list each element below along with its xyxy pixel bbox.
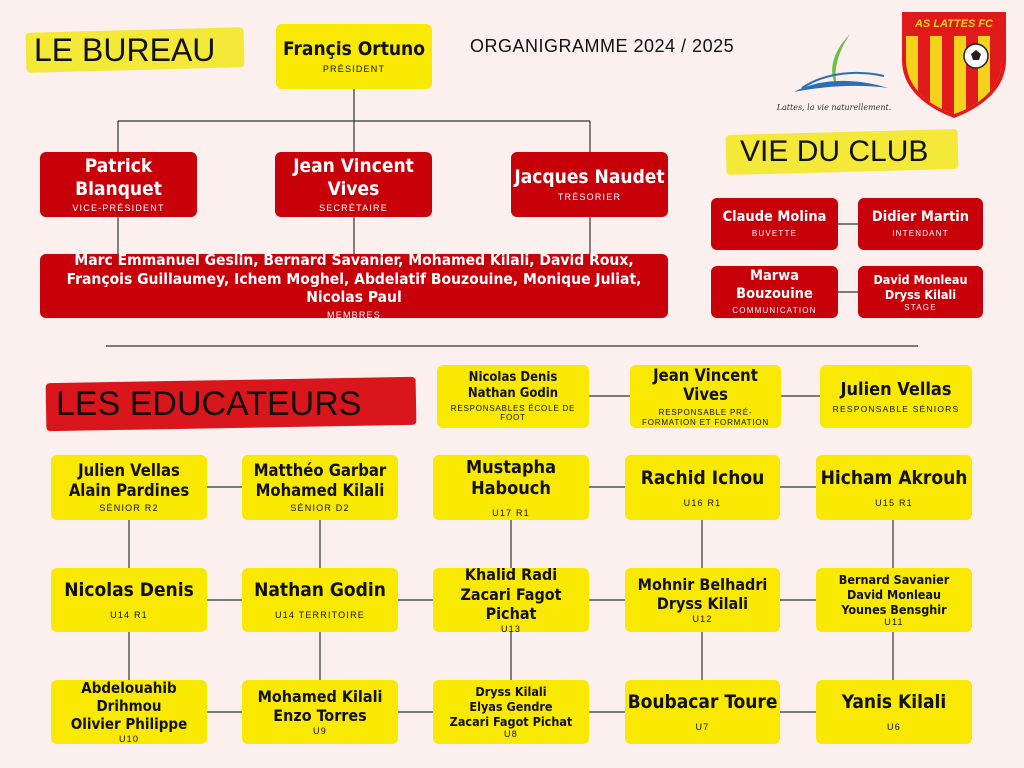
tresorier-box (511, 152, 668, 217)
team-u9-box (242, 680, 398, 744)
team-u16-box (625, 455, 780, 520)
team-u15-label: U15 R1 (875, 497, 913, 508)
team-u10-label: U10 (118, 734, 140, 744)
team-senior-d2-label: SÉNIOR D2 (290, 503, 350, 514)
team-u11-names: Bernard Savanier David Monleau Younes Bensghir (838, 572, 950, 618)
page-title: ORGANIGRAMME 2024 / 2025 (470, 36, 735, 56)
bureau-heading: LE BUREAU (34, 32, 216, 68)
team-u12-box (625, 568, 780, 632)
team-u15-box (816, 455, 972, 520)
responsables-ecole-role: RESPONSABLES ÉCOLE DE FOOT (450, 403, 576, 423)
lattes-tagline: Lattes, la vie naturellement. (776, 103, 892, 112)
lattes-swoosh-icon (772, 30, 896, 96)
vice-president-name: Patrick Blanquet (75, 154, 162, 200)
team-u8-label: U8 (504, 729, 518, 740)
team-u17-name: Mustapha Habouch (465, 456, 556, 500)
team-senior-r2-label: SÉNIOR R2 (99, 503, 159, 514)
responsable-seniors-role: RESPONSABLE SÉNIORS (832, 404, 960, 415)
team-u14-r1-label: U14 R1 (110, 610, 148, 620)
team-senior-r2-names: Julien Vellas Alain Pardines (68, 460, 190, 500)
team-u6-label: U6 (887, 722, 901, 732)
intendant-role: INTENDANT (892, 229, 949, 239)
responsable-formation-name: Jean Vincent Vives (653, 365, 758, 405)
vie-du-club-heading: VIE DU CLUB (740, 135, 929, 168)
team-u8-box (433, 680, 589, 744)
team-u17-box (433, 455, 589, 520)
team-u11-box (816, 568, 972, 632)
team-u8-names: Dryss Kilali Elyas Gendre Zacari Fagot Pichat (449, 684, 573, 730)
intendant-name: Didier Martin (871, 209, 970, 225)
team-u12-names: Mohnir Belhadri Dryss Kilali (637, 574, 768, 614)
vice-president-role: VICE-PRÉSIDENT (72, 203, 165, 214)
team-u14-r1-box (51, 568, 207, 632)
vice-president-box (40, 152, 197, 217)
responsable-formation-role: RESPONSABLE PRÉ-FORMATION ET FORMATION (642, 408, 769, 427)
team-u14-territoire-label: U14 TERRITOIRE (275, 610, 365, 620)
club-crest-logo (898, 8, 1010, 118)
president-role: PRÉSIDENT (322, 64, 386, 74)
team-u10-box (51, 680, 207, 744)
team-u7-label: U7 (695, 722, 710, 732)
club-crest-text: AS LATTES FC (914, 18, 993, 30)
team-u6-name: Yanis Kilali (841, 691, 947, 714)
responsables-ecole-names: Nicolas Denis Nathan Godin (467, 370, 559, 401)
membres-box (40, 254, 668, 318)
communication-role: COMMUNICATION (732, 306, 817, 316)
team-u7-box (625, 680, 780, 744)
secretaire-name: Jean Vincent Vives (293, 154, 414, 200)
team-u14-r1-name: Nicolas Denis (64, 579, 194, 602)
president-name: Françis Ortuno (283, 38, 425, 61)
team-u13-names: Khalid Radi Zacari Fagot Pichat (460, 568, 562, 623)
team-u17-label: U17 R1 (492, 507, 530, 518)
team-senior-r2-box (51, 455, 207, 520)
team-u14-territoire-name: Nathan Godin (254, 579, 386, 602)
president-box (276, 24, 432, 89)
team-u14-territoire-box (242, 568, 398, 632)
secretaire-box (275, 152, 432, 217)
educateurs-heading: LES EDUCATEURS (56, 385, 362, 423)
responsable-seniors-box (820, 365, 972, 428)
stage-role: STAGE (904, 302, 937, 312)
tresorier-name: Jacques Naudet (514, 166, 665, 189)
buvette-box (711, 198, 838, 250)
secretaire-role: SECRÉTAIRE (319, 203, 388, 214)
team-u7-name: Boubacar Toure (627, 691, 778, 714)
lattes-city-logo (772, 30, 896, 112)
team-u9-label: U9 (313, 726, 327, 737)
tresorier-role: TRÉSORIER (557, 192, 622, 202)
team-u12-label: U12 (692, 614, 713, 625)
membres-role: MEMBRES (327, 310, 381, 318)
buvette-role: BUVETTE (751, 229, 798, 239)
team-u13-box (433, 568, 589, 632)
team-u15-name: Hicham Akrouh (820, 466, 968, 489)
stage-names: David Monleau Dryss Kilali (873, 271, 968, 302)
team-senior-d2-box (242, 455, 398, 520)
intendant-box (858, 198, 983, 250)
team-u13-label: U13 (500, 623, 522, 632)
team-u9-names: Mohamed Kilali Enzo Torres (257, 686, 383, 726)
team-u16-name: Rachid Ichou (640, 466, 765, 489)
team-u6-box (816, 680, 972, 744)
team-senior-d2-names: Matthéo Garbar Mohamed Kilali (253, 460, 387, 500)
buvette-name: Claude Molina (722, 209, 827, 225)
stage-box (858, 266, 983, 318)
communication-box (711, 266, 838, 318)
responsable-formation-box (630, 365, 781, 428)
communication-name: Marwa Bouzouine (736, 268, 813, 302)
team-u10-names: Abdelouahib Drihmou Olivier Philippe (70, 680, 188, 734)
team-u16-label: U16 R1 (683, 497, 722, 508)
responsables-ecole-box (437, 365, 589, 428)
responsable-seniors-name: Julien Vellas (840, 378, 952, 400)
team-u11-label: U11 (884, 617, 904, 628)
membres-names: Marc Emmanuel Geslin, Bernard Savanier, Mohamed Kilali, David Roux, François Guillaumey, Ichem Moghel, Abdelatif Bouzouine, Monique Juliat, Nicolas Paul (66, 254, 642, 307)
